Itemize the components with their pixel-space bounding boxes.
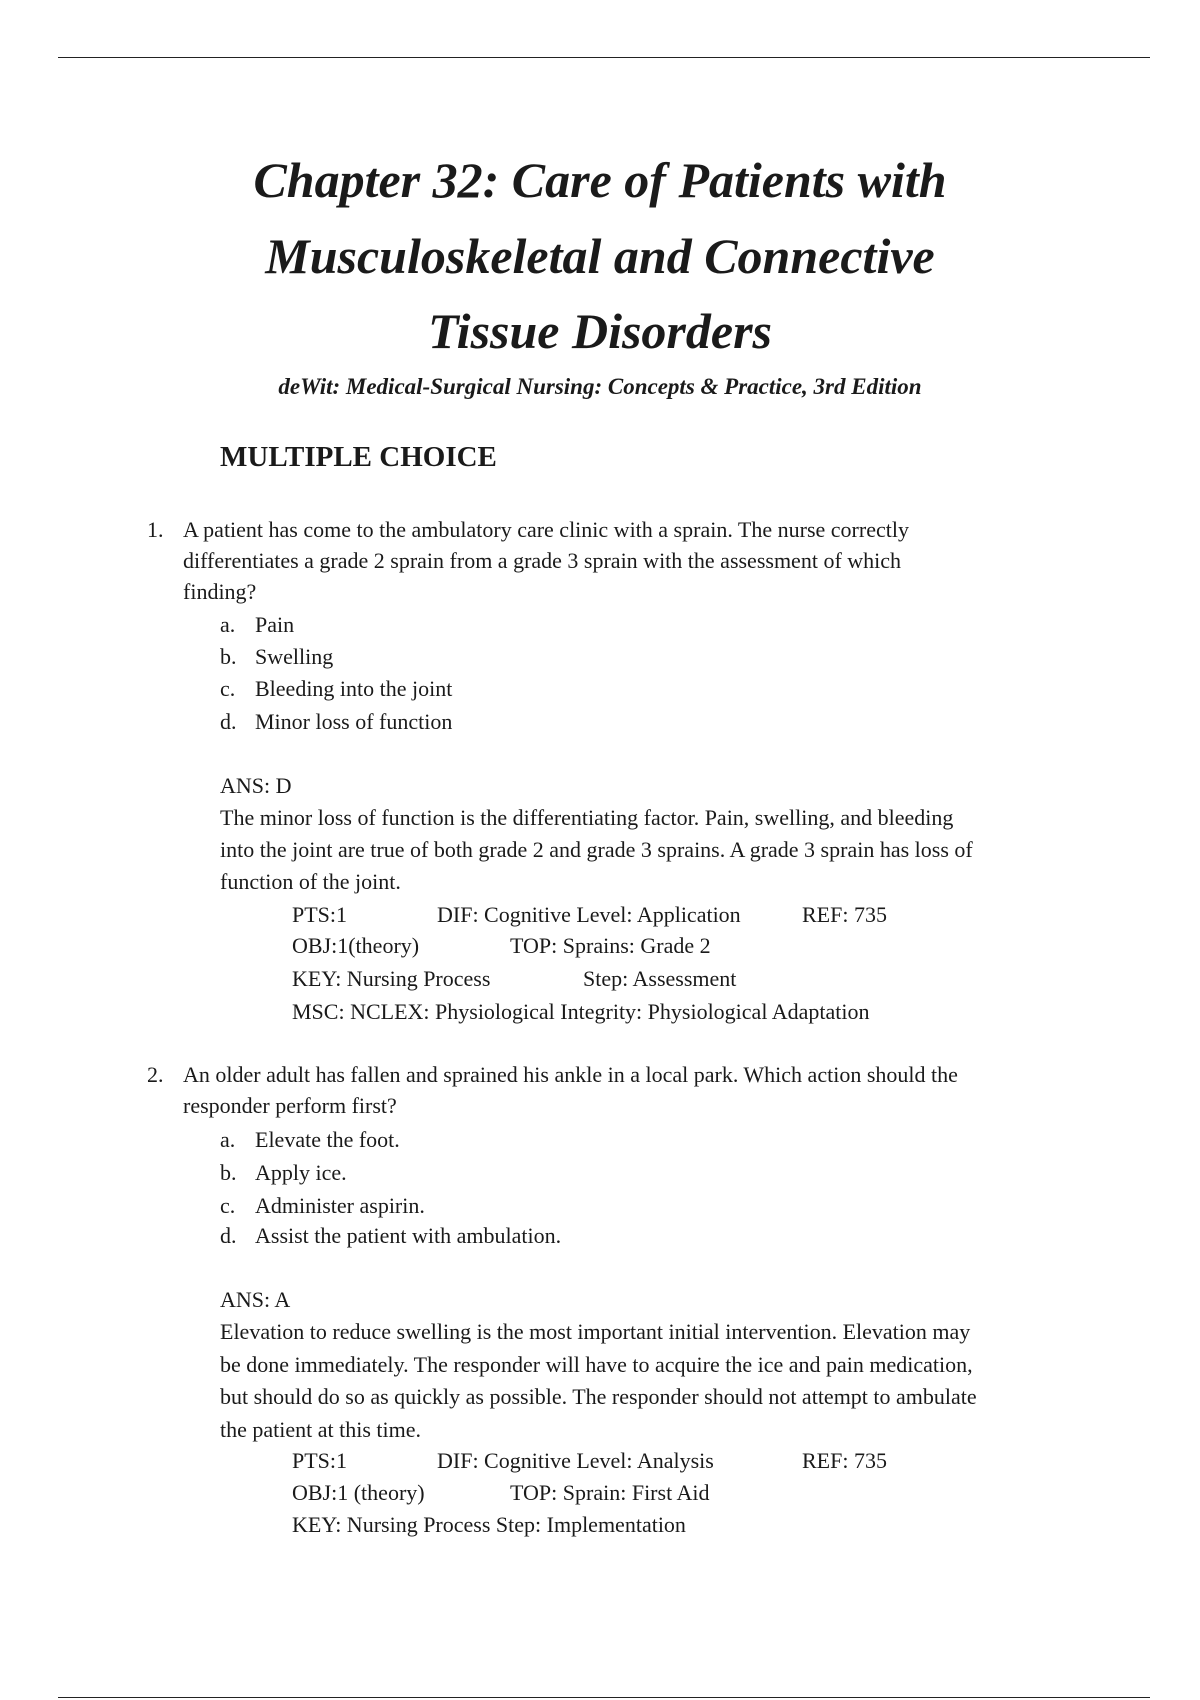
book-subtitle: deWit: Medical-Surgical Nursing: Concepts & Practice, 3rd Edition (278, 374, 922, 399)
meta-objective: OBJ:1(theory) (292, 933, 420, 958)
meta-reference: REF: 735 (802, 1448, 887, 1473)
meta-difficulty: DIF: Cognitive Level: Analysis (437, 1448, 714, 1473)
chapter-title-line-2: Musculoskeletal and Connective (265, 228, 935, 284)
meta-topic: TOP: Sprain: First Aid (510, 1480, 710, 1505)
option-letter: b. (220, 644, 237, 669)
option-text: Elevate the foot. (255, 1127, 400, 1152)
rationale-line: the patient at this time. (220, 1417, 422, 1442)
question-stem-line: differentiates a grade 2 sprain from a grade 3 sprain with the assessment of which (183, 548, 902, 573)
question-stem-line: finding? (183, 579, 257, 604)
option-text: Apply ice. (255, 1160, 347, 1185)
meta-points: PTS:1 (292, 1448, 348, 1473)
option-text: Bleeding into the joint (255, 676, 453, 701)
question-stem-line: An older adult has fallen and sprained his ankle in a local park. Which action should the (183, 1062, 958, 1087)
question-number: 2. (147, 1062, 164, 1087)
section-heading: MULTIPLE CHOICE (220, 441, 497, 473)
meta-points: PTS:1 (292, 902, 348, 927)
meta-objective: OBJ:1 (theory) (292, 1480, 425, 1505)
option-letter: b. (220, 1160, 237, 1185)
meta-difficulty: DIF: Cognitive Level: Application (437, 902, 741, 927)
chapter-title-line-3: Tissue Disorders (427, 303, 773, 359)
rationale-line: be done immediately. The responder will have to acquire the ice and pain medication, (220, 1352, 973, 1377)
option-letter: d. (220, 1223, 237, 1248)
answer-key: ANS: A (220, 1287, 291, 1312)
question-number: 1. (147, 517, 164, 542)
option-text: Minor loss of function (255, 709, 453, 734)
option-letter: c. (220, 676, 236, 701)
question-stem-line: responder perform first? (183, 1093, 397, 1118)
meta-step: Step: Assessment (583, 966, 737, 991)
chapter-title-line-1: Chapter 32: Care of Patients with (253, 152, 947, 208)
rationale-line: Elevation to reduce swelling is the most important initial intervention. Elevation may (220, 1319, 971, 1344)
option-text: Assist the patient with ambulation. (255, 1223, 562, 1248)
bottom-rule (58, 1697, 1150, 1698)
meta-msc: MSC: NCLEX: Physiological Integrity: Physiological Adaptation (292, 999, 870, 1024)
meta-key: KEY: Nursing Process (292, 966, 491, 991)
question-stem-line: A patient has come to the ambulatory care clinic with a sprain. The nurse correctly (183, 517, 909, 542)
option-text: Swelling (255, 644, 334, 669)
top-rule (58, 57, 1150, 58)
rationale-line: function of the joint. (220, 869, 401, 894)
option-text: Pain (255, 612, 295, 637)
rationale-line: into the joint are true of both grade 2 and grade 3 sprains. A grade 3 sprain has loss of (220, 837, 973, 862)
meta-key: KEY: Nursing Process Step: Implementation (292, 1512, 686, 1537)
option-letter: a. (220, 612, 236, 637)
meta-topic: TOP: Sprains: Grade 2 (510, 933, 711, 958)
meta-reference: REF: 735 (802, 902, 887, 927)
rationale-line: but should do so as quickly as possible. The responder should not attempt to ambulate (220, 1384, 977, 1409)
answer-key: ANS: D (220, 773, 292, 798)
option-letter: c. (220, 1193, 236, 1218)
option-letter: d. (220, 709, 237, 734)
option-letter: a. (220, 1127, 236, 1152)
rationale-line: The minor loss of function is the differentiating factor. Pain, swelling, and bleeding (220, 805, 954, 830)
option-text: Administer aspirin. (255, 1193, 425, 1218)
